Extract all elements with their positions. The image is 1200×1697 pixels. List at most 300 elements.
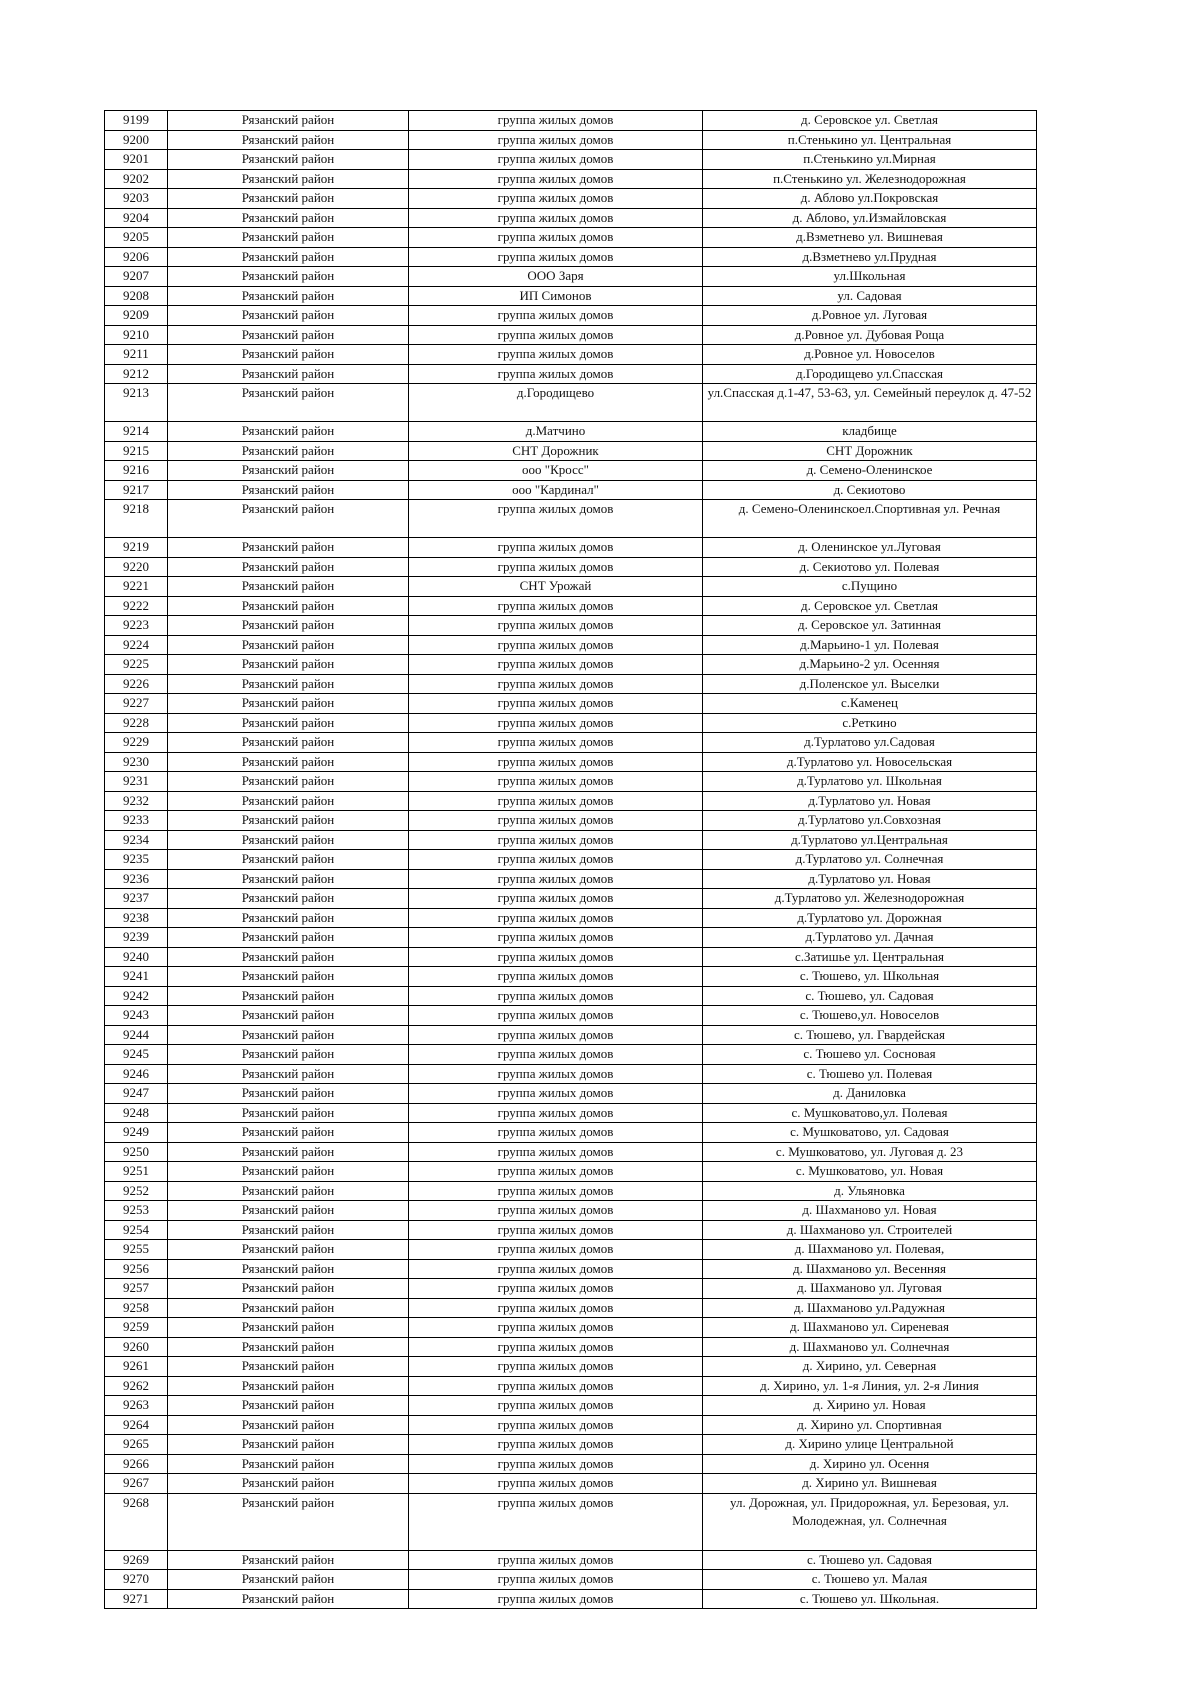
row-number-cell: 9218 [105, 500, 168, 538]
row-number-cell: 9217 [105, 480, 168, 500]
address-cell: д. Оленинское ул.Луговая [703, 538, 1037, 558]
table-row [105, 1298, 1037, 1318]
address-cell: ул. Дорожная, ул. Придорожная, ул. Березовая, ул. Молодежная, ул. Солнечная [703, 1493, 1037, 1550]
object-type-cell: группа жилых домов [409, 772, 703, 792]
address-cell: д. Хирино ул. Новая [703, 1396, 1037, 1416]
object-type-cell: ооо "Кардинал" [409, 480, 703, 500]
address-cell: д. Шахманово ул. Весенняя [703, 1259, 1037, 1279]
table-row [105, 306, 1037, 326]
object-type-cell: группа жилых домов [409, 1162, 703, 1182]
table-row [105, 267, 1037, 287]
address-cell: с. Тюшево, ул. Садовая [703, 986, 1037, 1006]
object-type-cell: ооо "Кросс" [409, 461, 703, 481]
object-type-cell: группа жилых домов [409, 1103, 703, 1123]
object-type-cell: группа жилых домов [409, 1064, 703, 1084]
address-cell: с. Тюшево ул. Садовая [703, 1550, 1037, 1570]
district-cell: Рязанский район [168, 500, 409, 538]
address-cell: с. Мушковатово, ул. Новая [703, 1162, 1037, 1182]
address-cell: с. Тюшево ул. Малая [703, 1570, 1037, 1590]
district-cell: Рязанский район [168, 733, 409, 753]
district-cell: Рязанский район [168, 1181, 409, 1201]
district-cell: Рязанский район [168, 189, 409, 209]
table-row [105, 189, 1037, 209]
table-row [105, 1201, 1037, 1221]
table-row [105, 364, 1037, 384]
district-cell: Рязанский район [168, 577, 409, 597]
object-type-cell: группа жилых домов [409, 1298, 703, 1318]
object-type-cell: группа жилых домов [409, 1493, 703, 1550]
row-number-cell: 9215 [105, 441, 168, 461]
row-number-cell: 9222 [105, 596, 168, 616]
table-row [105, 772, 1037, 792]
object-type-cell: ИП Симонов [409, 286, 703, 306]
district-cell: Рязанский район [168, 384, 409, 422]
row-number-cell: 9271 [105, 1589, 168, 1609]
object-type-cell: группа жилых домов [409, 1181, 703, 1201]
table-row [105, 538, 1037, 558]
address-cell: д.Марьино-1 ул. Полевая [703, 635, 1037, 655]
table-row [105, 967, 1037, 987]
object-type-cell: группа жилых домов [409, 325, 703, 345]
table-row [105, 111, 1037, 131]
object-type-cell: группа жилых домов [409, 1123, 703, 1143]
district-cell: Рязанский район [168, 772, 409, 792]
object-type-cell: группа жилых домов [409, 189, 703, 209]
table-row [105, 1357, 1037, 1377]
address-cell: д. Аблово, ул.Измайловская [703, 208, 1037, 228]
address-cell: д. Хирино ул. Спортивная [703, 1415, 1037, 1435]
row-number-cell: 9259 [105, 1318, 168, 1338]
row-number-cell: 9224 [105, 635, 168, 655]
district-cell: Рязанский район [168, 267, 409, 287]
district-cell: Рязанский район [168, 1240, 409, 1260]
row-number-cell: 9225 [105, 655, 168, 675]
district-cell: Рязанский район [168, 557, 409, 577]
row-number-cell: 9245 [105, 1045, 168, 1065]
address-cell: д.Турлатово ул. Школьная [703, 772, 1037, 792]
object-type-cell: группа жилых домов [409, 111, 703, 131]
district-cell: Рязанский район [168, 1162, 409, 1182]
table-row [105, 1006, 1037, 1026]
object-type-cell: группа жилых домов [409, 1396, 703, 1416]
district-cell: Рязанский район [168, 1493, 409, 1550]
table-row [105, 1181, 1037, 1201]
table-row [105, 616, 1037, 636]
table-row [105, 791, 1037, 811]
table-row [105, 1259, 1037, 1279]
address-cell: д. Серовское ул. Затинная [703, 616, 1037, 636]
object-type-cell: группа жилых домов [409, 1454, 703, 1474]
district-cell: Рязанский район [168, 1337, 409, 1357]
district-cell: Рязанский район [168, 538, 409, 558]
table-row [105, 1045, 1037, 1065]
table-row [105, 830, 1037, 850]
district-cell: Рязанский район [168, 752, 409, 772]
object-type-cell: группа жилых домов [409, 1435, 703, 1455]
row-number-cell: 9263 [105, 1396, 168, 1416]
address-cell: ул.Школьная [703, 267, 1037, 287]
address-cell: д. Шахманово ул. Полевая, [703, 1240, 1037, 1260]
district-cell: Рязанский район [168, 1259, 409, 1279]
address-cell: д. Семено-Оленинское [703, 461, 1037, 481]
row-number-cell: 9262 [105, 1376, 168, 1396]
row-number-cell: 9264 [105, 1415, 168, 1435]
address-cell: с. Тюшево ул. Сосновая [703, 1045, 1037, 1065]
address-cell: д. Шахманово ул. Строителей [703, 1220, 1037, 1240]
table-row [105, 655, 1037, 675]
object-type-cell: группа жилых домов [409, 908, 703, 928]
row-number-cell: 9232 [105, 791, 168, 811]
row-number-cell: 9235 [105, 850, 168, 870]
row-number-cell: 9200 [105, 130, 168, 150]
row-number-cell: 9220 [105, 557, 168, 577]
address-cell: д. Шахманово ул.Радужная [703, 1298, 1037, 1318]
address-cell: д.Турлатово ул. Дачная [703, 928, 1037, 948]
district-cell: Рязанский район [168, 1142, 409, 1162]
district-cell: Рязанский район [168, 306, 409, 326]
table-row [105, 635, 1037, 655]
row-number-cell: 9231 [105, 772, 168, 792]
district-cell: Рязанский район [168, 967, 409, 987]
object-type-cell: группа жилых домов [409, 306, 703, 326]
object-type-cell: группа жилых домов [409, 500, 703, 538]
address-cell: д.Турлатово ул. Новая [703, 869, 1037, 889]
table-row [105, 1435, 1037, 1455]
district-cell: Рязанский район [168, 1279, 409, 1299]
table-row [105, 1493, 1037, 1550]
object-type-cell: д.Матчино [409, 422, 703, 442]
address-cell: д.Турлатово ул. Новая [703, 791, 1037, 811]
address-cell: д.Взметнево ул. Вишневая [703, 228, 1037, 248]
address-cell: д. Серовское ул. Светлая [703, 111, 1037, 131]
row-number-cell: 9252 [105, 1181, 168, 1201]
object-type-cell: группа жилых домов [409, 538, 703, 558]
district-cell: Рязанский район [168, 908, 409, 928]
address-cell: д.Турлатово ул. Дорожная [703, 908, 1037, 928]
district-cell: Рязанский район [168, 325, 409, 345]
table-row [105, 947, 1037, 967]
table-row [105, 1570, 1037, 1590]
address-cell: с. Тюшево, ул. Школьная [703, 967, 1037, 987]
object-type-cell: группа жилых домов [409, 557, 703, 577]
address-cell: д.Турлатово ул.Садовая [703, 733, 1037, 753]
district-cell: Рязанский район [168, 830, 409, 850]
row-number-cell: 9219 [105, 538, 168, 558]
row-number-cell: 9208 [105, 286, 168, 306]
table-row [105, 557, 1037, 577]
district-cell: Рязанский район [168, 1025, 409, 1045]
row-number-cell: 9214 [105, 422, 168, 442]
row-number-cell: 9227 [105, 694, 168, 714]
address-cell: с. Тюшево ул. Полевая [703, 1064, 1037, 1084]
table-row [105, 441, 1037, 461]
table-row [105, 345, 1037, 365]
row-number-cell: 9270 [105, 1570, 168, 1590]
object-type-cell: группа жилых домов [409, 1084, 703, 1104]
table-row [105, 480, 1037, 500]
table-row [105, 1337, 1037, 1357]
row-number-cell: 9243 [105, 1006, 168, 1026]
address-cell: д.Городищево ул.Спасская [703, 364, 1037, 384]
row-number-cell: 9212 [105, 364, 168, 384]
address-cell: д. Хирино, ул. 1-я Линия, ул. 2-я Линия [703, 1376, 1037, 1396]
table-row [105, 674, 1037, 694]
address-cell: с.Пущино [703, 577, 1037, 597]
district-cell: Рязанский район [168, 1123, 409, 1143]
district-cell: Рязанский район [168, 1298, 409, 1318]
district-cell: Рязанский район [168, 869, 409, 889]
district-cell: Рязанский район [168, 1318, 409, 1338]
address-cell: с. Тюшево, ул. Гвардейская [703, 1025, 1037, 1045]
row-number-cell: 9261 [105, 1357, 168, 1377]
row-number-cell: 9250 [105, 1142, 168, 1162]
object-type-cell: группа жилых домов [409, 869, 703, 889]
district-cell: Рязанский район [168, 889, 409, 909]
object-type-cell: группа жилых домов [409, 850, 703, 870]
row-number-cell: 9236 [105, 869, 168, 889]
district-cell: Рязанский район [168, 150, 409, 170]
row-number-cell: 9229 [105, 733, 168, 753]
address-cell: д.Марьино-2 ул. Осенняя [703, 655, 1037, 675]
table-row [105, 1376, 1037, 1396]
object-type-cell: группа жилых домов [409, 596, 703, 616]
district-cell: Рязанский район [168, 1201, 409, 1221]
address-cell: д. Хирино ул. Вишневая [703, 1474, 1037, 1494]
object-type-cell: д.Городищево [409, 384, 703, 422]
object-type-cell: группа жилых домов [409, 1376, 703, 1396]
district-cell: Рязанский район [168, 247, 409, 267]
district-cell: Рязанский район [168, 1435, 409, 1455]
address-cell: д. Шахманово ул. Новая [703, 1201, 1037, 1221]
table-row [105, 1454, 1037, 1474]
row-number-cell: 9269 [105, 1550, 168, 1570]
object-type-cell: группа жилых домов [409, 1006, 703, 1026]
row-number-cell: 9233 [105, 811, 168, 831]
table-row [105, 461, 1037, 481]
address-cell: с. Тюшево ул. Школьная. [703, 1589, 1037, 1609]
object-type-cell: группа жилых домов [409, 635, 703, 655]
district-cell: Рязанский район [168, 1474, 409, 1494]
registry-table-body [105, 111, 1037, 1609]
address-cell: д.Турлатово ул. Железнодорожная [703, 889, 1037, 909]
table-row [105, 1279, 1037, 1299]
table-row [105, 577, 1037, 597]
table-row [105, 1123, 1037, 1143]
object-type-cell: группа жилых домов [409, 169, 703, 189]
row-number-cell: 9260 [105, 1337, 168, 1357]
object-type-cell: СНТ Урожай [409, 577, 703, 597]
address-cell: д. Шахманово ул. Солнечная [703, 1337, 1037, 1357]
district-cell: Рязанский район [168, 480, 409, 500]
address-cell: д.Турлатово ул. Солнечная [703, 850, 1037, 870]
object-type-cell: группа жилых домов [409, 1589, 703, 1609]
row-number-cell: 9202 [105, 169, 168, 189]
address-cell: с. Мушковатово, ул. Луговая д. 23 [703, 1142, 1037, 1162]
address-cell: д. Серовское ул. Светлая [703, 596, 1037, 616]
table-row [105, 1084, 1037, 1104]
table-row [105, 850, 1037, 870]
row-number-cell: 9213 [105, 384, 168, 422]
district-cell: Рязанский район [168, 1006, 409, 1026]
row-number-cell: 9230 [105, 752, 168, 772]
district-cell: Рязанский район [168, 169, 409, 189]
object-type-cell: группа жилых домов [409, 364, 703, 384]
address-cell: д. Шахманово ул. Луговая [703, 1279, 1037, 1299]
table-row [105, 713, 1037, 733]
row-number-cell: 9238 [105, 908, 168, 928]
object-type-cell: группа жилых домов [409, 889, 703, 909]
object-type-cell: группа жилых домов [409, 1201, 703, 1221]
object-type-cell: группа жилых домов [409, 791, 703, 811]
row-number-cell: 9221 [105, 577, 168, 597]
row-number-cell: 9248 [105, 1103, 168, 1123]
district-cell: Рязанский район [168, 986, 409, 1006]
object-type-cell: ООО Заря [409, 267, 703, 287]
district-cell: Рязанский район [168, 928, 409, 948]
object-type-cell: группа жилых домов [409, 345, 703, 365]
table-row [105, 733, 1037, 753]
district-cell: Рязанский район [168, 286, 409, 306]
row-number-cell: 9241 [105, 967, 168, 987]
row-number-cell: 9207 [105, 267, 168, 287]
table-row [105, 752, 1037, 772]
row-number-cell: 9226 [105, 674, 168, 694]
table-row [105, 928, 1037, 948]
table-row [105, 1220, 1037, 1240]
row-number-cell: 9267 [105, 1474, 168, 1494]
district-cell: Рязанский район [168, 1589, 409, 1609]
object-type-cell: группа жилых домов [409, 1550, 703, 1570]
address-cell: д. Семено-Оленинскоел.Спортивная ул. Речная [703, 500, 1037, 538]
district-cell: Рязанский район [168, 422, 409, 442]
district-cell: Рязанский район [168, 811, 409, 831]
object-type-cell: группа жилых домов [409, 1240, 703, 1260]
row-number-cell: 9255 [105, 1240, 168, 1260]
district-cell: Рязанский район [168, 130, 409, 150]
row-number-cell: 9201 [105, 150, 168, 170]
table-row [105, 986, 1037, 1006]
district-cell: Рязанский район [168, 674, 409, 694]
row-number-cell: 9256 [105, 1259, 168, 1279]
address-cell: п.Стенькино ул. Центральная [703, 130, 1037, 150]
object-type-cell: группа жилых домов [409, 1415, 703, 1435]
table-row [105, 169, 1037, 189]
district-cell: Рязанский район [168, 1454, 409, 1474]
row-number-cell: 9254 [105, 1220, 168, 1240]
district-cell: Рязанский район [168, 364, 409, 384]
district-cell: Рязанский район [168, 947, 409, 967]
district-cell: Рязанский район [168, 345, 409, 365]
row-number-cell: 9244 [105, 1025, 168, 1045]
district-cell: Рязанский район [168, 850, 409, 870]
address-cell: д. Аблово ул.Покровская [703, 189, 1037, 209]
row-number-cell: 9234 [105, 830, 168, 850]
district-cell: Рязанский район [168, 655, 409, 675]
row-number-cell: 9251 [105, 1162, 168, 1182]
district-cell: Рязанский район [168, 1415, 409, 1435]
row-number-cell: 9228 [105, 713, 168, 733]
row-number-cell: 9206 [105, 247, 168, 267]
district-cell: Рязанский район [168, 1570, 409, 1590]
table-row [105, 1550, 1037, 1570]
table-row [105, 694, 1037, 714]
object-type-cell: группа жилых домов [409, 150, 703, 170]
address-cell: с.Каменец [703, 694, 1037, 714]
district-cell: Рязанский район [168, 596, 409, 616]
table-row [105, 130, 1037, 150]
district-cell: Рязанский район [168, 1045, 409, 1065]
object-type-cell: группа жилых домов [409, 830, 703, 850]
row-number-cell: 9203 [105, 189, 168, 209]
table-row [105, 1474, 1037, 1494]
row-number-cell: 9265 [105, 1435, 168, 1455]
address-cell: д.Ровное ул. Луговая [703, 306, 1037, 326]
object-type-cell: группа жилых домов [409, 1279, 703, 1299]
table-row [105, 1396, 1037, 1416]
district-cell: Рязанский район [168, 1357, 409, 1377]
district-cell: Рязанский район [168, 1396, 409, 1416]
address-cell: кладбище [703, 422, 1037, 442]
row-number-cell: 9204 [105, 208, 168, 228]
district-cell: Рязанский район [168, 635, 409, 655]
object-type-cell: группа жилых домов [409, 986, 703, 1006]
district-cell: Рязанский район [168, 1550, 409, 1570]
address-cell: д.Турлатово ул.Центральная [703, 830, 1037, 850]
address-cell: д. Секиотово [703, 480, 1037, 500]
table-row [105, 228, 1037, 248]
row-number-cell: 9216 [105, 461, 168, 481]
object-type-cell: группа жилых домов [409, 1220, 703, 1240]
row-number-cell: 9211 [105, 345, 168, 365]
table-row [105, 908, 1037, 928]
object-type-cell: группа жилых домов [409, 1570, 703, 1590]
document-page [104, 110, 1036, 1609]
address-cell: с. Мушковатово, ул. Садовая [703, 1123, 1037, 1143]
row-number-cell: 9268 [105, 1493, 168, 1550]
row-number-cell: 9242 [105, 986, 168, 1006]
address-cell: д. Секиотово ул. Полевая [703, 557, 1037, 577]
object-type-cell: группа жилых домов [409, 674, 703, 694]
object-type-cell: группа жилых домов [409, 811, 703, 831]
address-cell: д. Хирино ул. Осення [703, 1454, 1037, 1474]
district-cell: Рязанский район [168, 1103, 409, 1123]
object-type-cell: группа жилых домов [409, 655, 703, 675]
table-row [105, 1103, 1037, 1123]
object-type-cell: группа жилых домов [409, 752, 703, 772]
address-cell: с.Реткино [703, 713, 1037, 733]
address-cell: д.Ровное ул. Новоселов [703, 345, 1037, 365]
row-number-cell: 9247 [105, 1084, 168, 1104]
table-row [105, 325, 1037, 345]
object-type-cell: группа жилых домов [409, 1025, 703, 1045]
object-type-cell: СНТ Дорожник [409, 441, 703, 461]
table-row [105, 869, 1037, 889]
address-cell: п.Стенькино ул.Мирная [703, 150, 1037, 170]
table-row [105, 208, 1037, 228]
address-cell: ул. Садовая [703, 286, 1037, 306]
table-row [105, 247, 1037, 267]
table-row [105, 1162, 1037, 1182]
object-type-cell: группа жилых домов [409, 694, 703, 714]
address-cell: д.Взметнево ул.Прудная [703, 247, 1037, 267]
address-cell: п.Стенькино ул. Железнодорожная [703, 169, 1037, 189]
registry-table [104, 110, 1037, 1609]
row-number-cell: 9257 [105, 1279, 168, 1299]
row-number-cell: 9209 [105, 306, 168, 326]
district-cell: Рязанский район [168, 208, 409, 228]
address-cell: д.Турлатово ул. Новосельская [703, 752, 1037, 772]
table-row [105, 1025, 1037, 1045]
